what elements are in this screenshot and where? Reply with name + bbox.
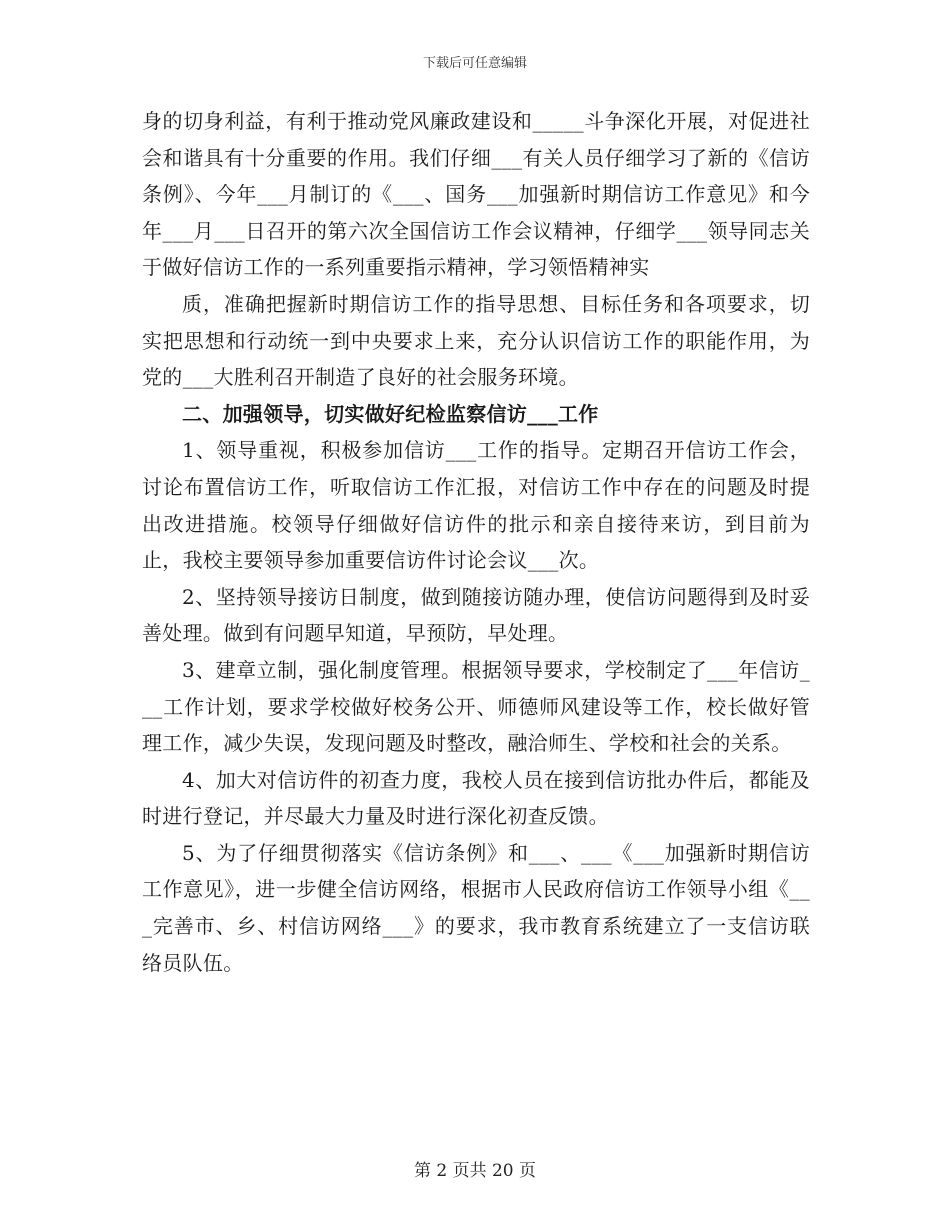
document-body	[142, 103, 810, 981]
paragraph-study-spirit: 质，准确把握新时期信访工作的指导思想、目标任务和各项要求，切实把思想和行动统一到中央要求上来，充分认识信访工作的职能作用，为党的___大胜利召开制造了良好的社会服务环境。	[142, 291, 810, 390]
page-header: 下载后可任意编辑	[422, 56, 527, 71]
list-item-4: 4、加大对信访件的初查力度，我校人员在接到信访批办件后，都能及时进行登记，并尽最大力量及时进行深化初查反馈。	[142, 767, 810, 829]
section-heading: 二、加强领导，切实做好纪检监察信访___工作	[182, 401, 599, 426]
list-item-1: 1、领导重视，积极参加信访___工作的指导。定期召开信访工作会，讨论布置信访工作，听取信访工作汇报，对信访工作中存在的问题及时提出改进措施。校领导仔细做好信访件的批示和亲自接待来访，到目前为止，我校主要领导参加重要信访件讨论会议___次。	[142, 438, 810, 573]
page-footer: 第 2 页共 20 页	[413, 1161, 537, 1181]
list-item-3: 3、建章立制，强化制度管理。根据领导要求，学校制定了___年信访___工作计划，要求学校做好校务公开、师德师风建设等工作，校长做好管理工作，减少失误，发现问题及时整改，融洽师生、学校和社会的关系。	[142, 657, 810, 756]
list-item-5: 5、为了仔细贯彻落实《信访条例》和___、___《___加强新时期信访工作意见》，进一步健全信访网络，根据市人民政府信访工作领导小组《___完善市、乡、村信访网络___》的要求，我市教育系统建立了一支信访联络员队伍。	[142, 840, 810, 975]
paragraph-continuation: 身的切身利益，有利于推动党风廉政建设和_____斗争深化开展，对促进社会和谐具有十分重要的作用。我们仔细___有关人员仔细学习了新的《信访条例》、今年___月制订的《___、国务___加强新时期信访工作意见》和今年___月___日召开的第六次全国信访工作会议精神，仔细学___领导同志关于做好信访工作的一系列重要指示精神，学习领悟精神实	[142, 109, 810, 280]
list-item-2: 2、坚持领导接访日制度，做到随接访随办理，使信访问题得到及时妥善处理。做到有问题早知道，早预防，早处理。	[142, 584, 810, 646]
